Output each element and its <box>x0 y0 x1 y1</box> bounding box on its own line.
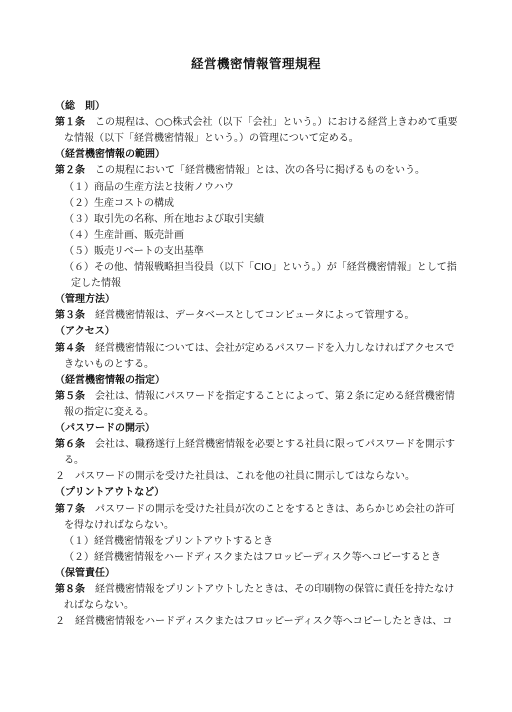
article-text <box>55 390 455 404</box>
continuation-line: を得なければならない。 <box>64 519 174 531</box>
section-heading: （経営機密情報の指定） <box>55 374 165 386</box>
list-item: （５）販売リベートの支出基準 <box>64 245 204 257</box>
continuation-line: 報の指定に変える。 <box>64 406 154 418</box>
continuation-line: 定した情報 <box>71 278 121 290</box>
list-item: （６）その他、情報戦略担当役員（以下「CIO」という。）が「経営機密情報」として指 <box>64 262 457 273</box>
article-body: パスワードの開示を受けた社員が次のことをするときは、あらかじめ会社の許可 <box>85 503 455 515</box>
list-item: （４）生産計画、販売計画 <box>64 229 184 241</box>
document-title: 経営機密情報管理規程 <box>190 56 321 71</box>
article-text <box>55 438 455 452</box>
article-text <box>55 309 415 323</box>
article-body: この規程は、○○株式会社（以下「会社」という。）における経営上きわめて重要 <box>85 117 458 129</box>
article-text <box>55 503 455 517</box>
article-body: 経営機密情報は、データベースとしてコンピュータによって管理する。 <box>85 310 415 322</box>
article-body: 会社は、職務遂行上経営機密情報を必要とする社員に限ってパスワードを開示す <box>85 439 455 451</box>
list-item: （１）商品の生産方法と技術ノウハウ <box>64 181 234 193</box>
article-number: 第１条 <box>55 117 85 129</box>
article-number: 第５条 <box>55 390 85 402</box>
section-heading: （総 則） <box>55 101 105 112</box>
article-text <box>55 342 455 356</box>
article-text <box>55 116 457 130</box>
list-item: （２）生産コストの構成 <box>64 197 174 209</box>
list-item: （１）経営機密情報をプリントアウトするとき <box>64 535 273 547</box>
article-number: 第３条 <box>55 310 85 322</box>
continuation-line: な情報（以下「経営機密情報」という。）の管理について定める。 <box>64 133 359 145</box>
article-text <box>55 583 454 597</box>
section-heading: （管理方法） <box>55 294 115 306</box>
article-body: 経営機密情報については、会社が定めるパスワードを入力しなければアクセスで <box>85 342 455 354</box>
section-heading: （保管責任） <box>55 567 115 579</box>
section-heading: （アクセス） <box>55 326 115 338</box>
continuation-line: る。 <box>64 455 84 467</box>
article-body: この規程において「経営機密情報」とは、次の各号に掲げるものをいう。 <box>85 165 425 177</box>
article-number: 第７条 <box>55 503 85 515</box>
article-number: 第２条 <box>55 165 85 177</box>
article-number: 第６条 <box>55 439 85 451</box>
section-heading: （プリントアウトなど） <box>55 487 165 499</box>
section-heading: （パスワードの開示） <box>55 423 155 434</box>
continuation-line: ればならない。 <box>64 600 134 612</box>
article-body: 会社は、情報にパスワードを指定することによって、第２条に定める経営機密情 <box>85 390 455 402</box>
article-text <box>55 164 425 178</box>
article-body: 経営機密情報をプリントアウトしたときは、その印刷物の保管に責任を持たなけ <box>85 584 455 595</box>
list-item: （３）取引先の名称、所在地および取引実績 <box>64 213 264 225</box>
paragraph-line: ２ パスワードの開示を受けた社員は、これを他の社員に開示してはならない。 <box>55 471 415 483</box>
article-number: 第４条 <box>55 342 85 354</box>
article-number: 第８条 <box>55 584 85 595</box>
list-item: （２）経営機密情報をハードディスクまたはフロッピーディスク等へコピーするとき <box>64 551 441 563</box>
section-heading: （経営機密情報の範囲） <box>55 149 165 161</box>
continuation-line: きないものとする。 <box>64 358 154 370</box>
paragraph-line: ２ 経営機密情報をハードディスクまたはフロッピーディスク等へコピーしたときは、コ <box>55 616 453 628</box>
